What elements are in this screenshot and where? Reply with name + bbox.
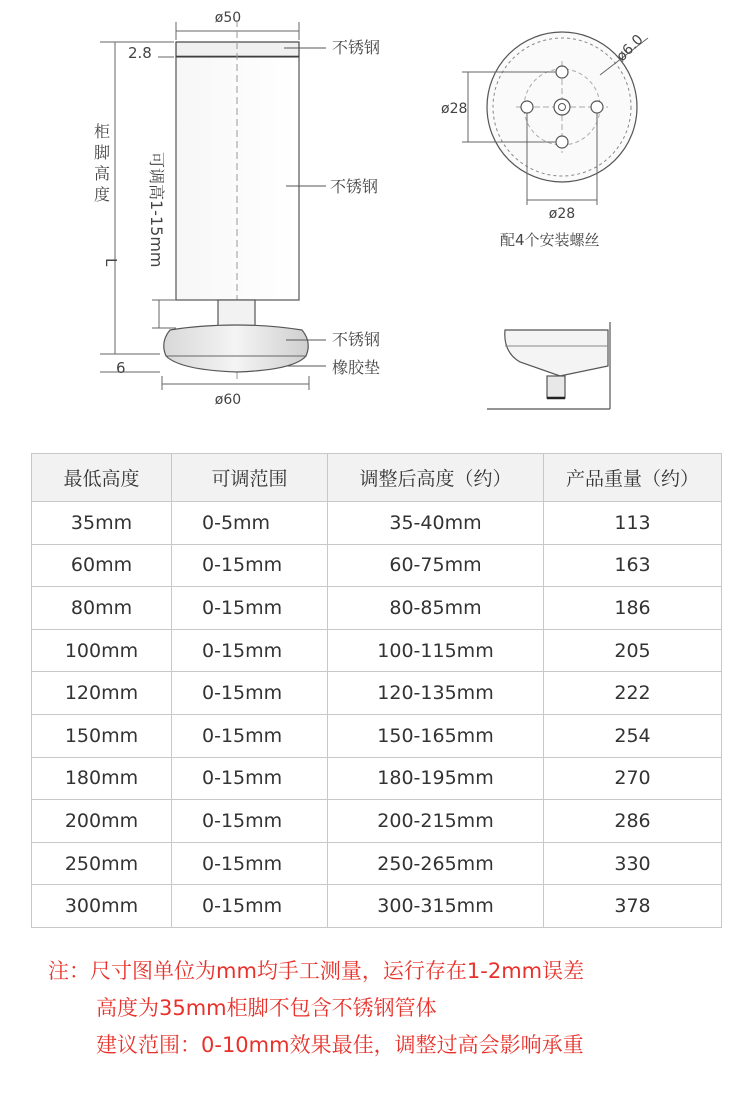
hole-diameter-label: ø6.0: [613, 31, 647, 65]
cell-min-height: 300mm: [32, 885, 172, 928]
cell-adjust-range: 0-15mm: [172, 842, 328, 885]
note-line-3: 建议范围：0-10mm效果最佳，调整过高会影响承重: [96, 1033, 584, 1057]
cell-min-height: 120mm: [32, 672, 172, 715]
table-header-row: [32, 454, 722, 502]
material-cap-label: 不锈钢: [332, 38, 381, 57]
col-header-weight: 产品重量（约）: [544, 454, 722, 502]
cell-min-height: 35mm: [32, 502, 172, 545]
col-header-min-height: 最低高度: [32, 454, 172, 502]
col-header-adjust-range: 可调范围: [172, 454, 328, 502]
screw-hole: [591, 101, 603, 113]
cell-adjust-range: 0-15mm: [172, 800, 328, 843]
adjustable-range-label: 可调高1-15mm: [147, 152, 166, 268]
bolt-circle-vertical-label: ø28: [441, 101, 468, 117]
cell-adjusted-height: 200-215mm: [328, 800, 544, 843]
table-row: [32, 885, 722, 928]
cell-adjusted-height: 80-85mm: [328, 587, 544, 630]
spec-table: [31, 453, 722, 928]
cell-min-height: 180mm: [32, 757, 172, 800]
table-row: [32, 544, 722, 587]
cell-adjust-range: 0-5mm: [172, 502, 328, 545]
col-header-adjusted-height: 调整后高度（约）: [328, 454, 544, 502]
material-tube-label: 不锈钢: [330, 177, 379, 196]
table-row: [32, 502, 722, 545]
cap-thickness-label: 2.8: [128, 44, 152, 62]
cell-weight: 270: [544, 757, 722, 800]
cell-weight: 254: [544, 714, 722, 757]
cell-min-height: 60mm: [32, 544, 172, 587]
cell-weight: 330: [544, 842, 722, 885]
material-base-label: 不锈钢: [332, 330, 381, 349]
cell-weight: 186: [544, 587, 722, 630]
base-foot: [164, 325, 309, 372]
top-diameter-label: ø50: [214, 10, 242, 26]
cell-adjust-range: 0-15mm: [172, 672, 328, 715]
cell-min-height: 100mm: [32, 629, 172, 672]
cell-adjust-range: 0-15mm: [172, 587, 328, 630]
cell-adjusted-height: 180-195mm: [328, 757, 544, 800]
cell-adjust-range: 0-15mm: [172, 757, 328, 800]
cell-weight: 222: [544, 672, 722, 715]
cell-min-height: 150mm: [32, 714, 172, 757]
table-row: [32, 629, 722, 672]
table-row: [32, 672, 722, 715]
table-row: [32, 842, 722, 885]
table-row: [32, 757, 722, 800]
bolt-circle-horizontal-label: ø28: [548, 206, 576, 222]
cell-weight: 205: [544, 629, 722, 672]
table-row: [32, 587, 722, 630]
cell-min-height: 80mm: [32, 587, 172, 630]
cell-adjusted-height: 300-315mm: [328, 885, 544, 928]
cell-adjusted-height: 250-265mm: [328, 842, 544, 885]
base-diameter-label: ø60: [214, 392, 242, 408]
length-symbol: L: [102, 258, 120, 267]
table-row: [32, 800, 722, 843]
screws-caption: 配4个安装螺丝: [500, 231, 600, 249]
cell-adjust-range: 0-15mm: [172, 544, 328, 587]
cell-adjusted-height: 150-165mm: [328, 714, 544, 757]
cell-adjust-range: 0-15mm: [172, 629, 328, 672]
note-line-1: 注：尺寸图单位为mm均手工测量，运行存在1-2mm误差: [48, 959, 585, 983]
screw-hole: [521, 101, 533, 113]
detail-view: [487, 322, 610, 409]
cell-adjusted-height: 120-135mm: [328, 672, 544, 715]
screw-hole: [556, 66, 568, 78]
cell-weight: 163: [544, 544, 722, 587]
cell-weight: 378: [544, 885, 722, 928]
technical-drawing: [0, 0, 750, 440]
pad-height-label: 6: [116, 359, 126, 377]
cell-adjusted-height: 35-40mm: [328, 502, 544, 545]
cell-adjusted-height: 100-115mm: [328, 629, 544, 672]
cell-adjust-range: 0-15mm: [172, 885, 328, 928]
table-row: [32, 714, 722, 757]
material-pad-label: 橡胶垫: [332, 358, 381, 377]
cell-min-height: 250mm: [32, 842, 172, 885]
cell-adjust-range: 0-15mm: [172, 714, 328, 757]
cell-adjusted-height: 60-75mm: [328, 544, 544, 587]
cell-weight: 286: [544, 800, 722, 843]
cell-min-height: 200mm: [32, 800, 172, 843]
cabinet-leg-height-label: 柜脚高度: [93, 122, 111, 204]
note-line-2: 高度为35mm柜脚不包含不锈钢管体: [96, 996, 437, 1020]
screw-hole: [556, 136, 568, 148]
cell-weight: 113: [544, 502, 722, 545]
